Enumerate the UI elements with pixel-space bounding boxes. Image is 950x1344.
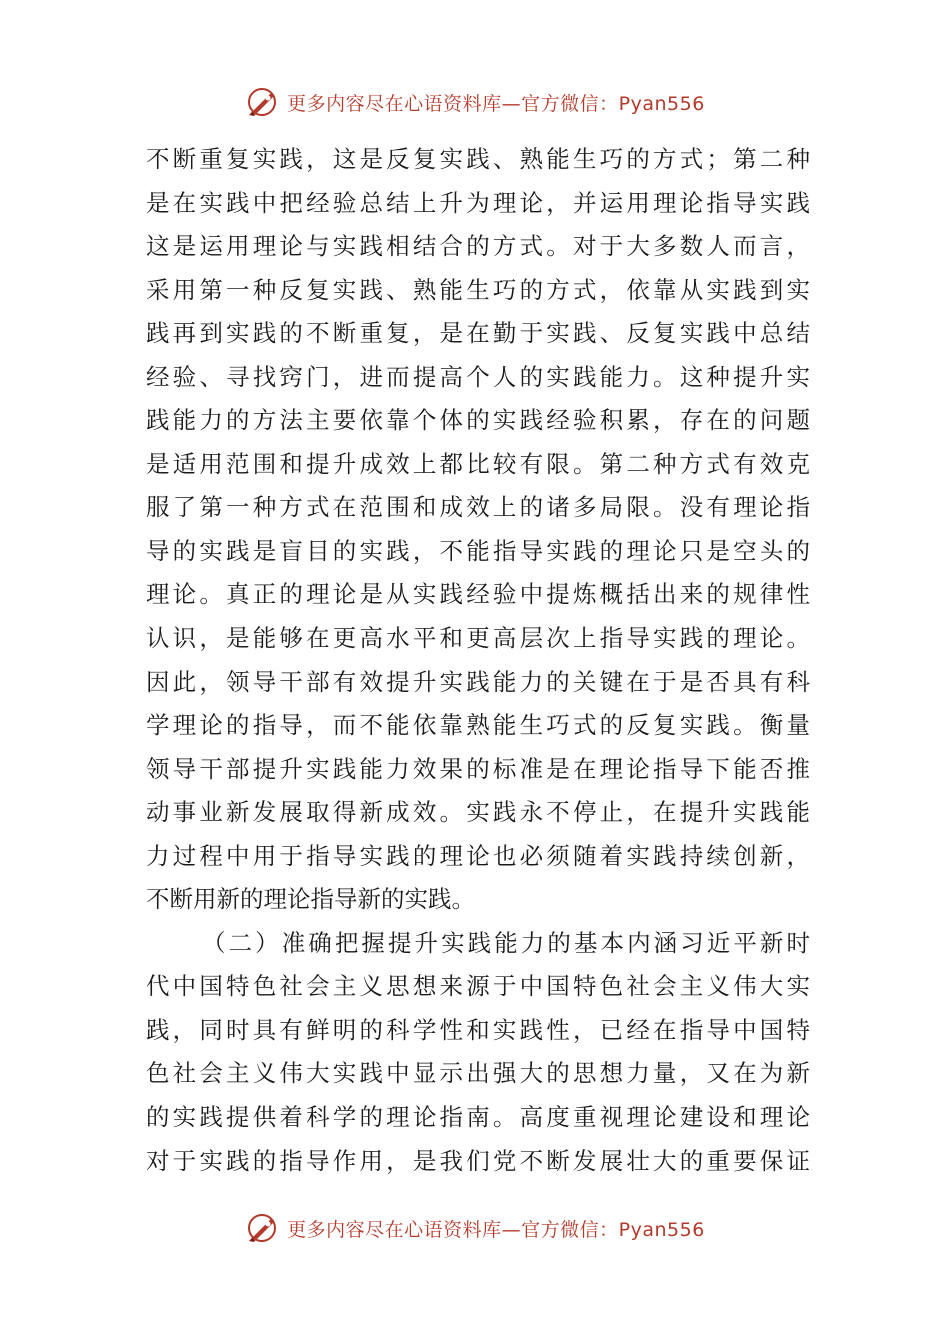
watermark-banner-top — [0, 80, 950, 124]
text-line: 领导干部提升实践能力效果的标准是在理论指导下能否推 — [146, 754, 810, 783]
text-line: 不断重复实践，这是反复实践、熟能生巧的方式；第二种 — [146, 145, 810, 173]
pen-logo-icon — [245, 1211, 279, 1245]
document-body — [146, 138, 810, 1183]
text-line: 践再到实践的不断重复，是在勤于实践、反复实践中总结 — [146, 319, 810, 348]
paragraph — [146, 138, 810, 922]
pen-logo-icon — [245, 85, 279, 119]
section-heading-line: （二）准确把握提升实践能力的基本内涵习近平新时 — [202, 928, 810, 957]
text-line: 采用第一种反复实践、熟能生巧的方式，依靠从实践到实 — [146, 275, 810, 304]
text-line: 践，同时具有鲜明的科学性和实践性，已经在指导中国特 — [146, 1015, 810, 1044]
text-line: 理论。真正的理论是从实践经验中提炼概括出来的规律性 — [146, 580, 810, 609]
text-line: 色社会主义伟大实践中显示出强大的思想力量，又在为新 — [146, 1059, 810, 1088]
text-line: 是在实践中把经验总结上升为理论，并运用理论指导实践 — [146, 188, 810, 217]
text-line: 学理论的指导，而不能依靠熟能生巧式的反复实践。衡量 — [146, 711, 810, 740]
paragraph — [146, 922, 810, 1183]
text-line: 践能力的方法主要依靠个体的实践经验积累，存在的问题 — [146, 406, 810, 435]
text-line: 导的实践是盲目的实践，不能指导实践的理论只是空头的 — [146, 536, 810, 565]
text-line: 认识，是能够在更高水平和更高层次上指导实践的理论。 — [146, 624, 810, 653]
text-line: 不断用新的理论指导新的实践。 — [146, 885, 475, 914]
text-line: 力过程中用于指导实践的理论也必须随着实践持续创新， — [146, 841, 810, 870]
text-line: 动事业新发展取得新成效。实践永不停止，在提升实践能 — [146, 798, 810, 827]
text-line: 这是运用理论与实践相结合的方式。对于大多数人而言， — [146, 232, 810, 261]
text-line: 对于实践的指导作用，是我们党不断发展壮大的重要保证 — [146, 1146, 810, 1175]
watermark-banner-bottom — [0, 1206, 950, 1250]
text-line: 经验、寻找窍门，进而提高个人的实践能力。这种提升实 — [146, 362, 810, 391]
watermark-text: 更多内容尽在心语资料库—官方微信：Pyan556 — [287, 92, 705, 115]
text-line: 服了第一种方式在范围和成效上的诸多局限。没有理论指 — [146, 493, 810, 522]
text-line: 代中国特色社会主义思想来源于中国特色社会主义伟大实 — [146, 972, 810, 1001]
text-line: 的实践提供着科学的理论指南。高度重视理论建设和理论 — [146, 1103, 810, 1132]
watermark-text: 更多内容尽在心语资料库—官方微信：Pyan556 — [287, 1218, 705, 1241]
text-line: 是适用范围和提升成效上都比较有限。第二种方式有效克 — [146, 449, 810, 478]
text-line: 因此，领导干部有效提升实践能力的关键在于是否具有科 — [146, 667, 810, 696]
